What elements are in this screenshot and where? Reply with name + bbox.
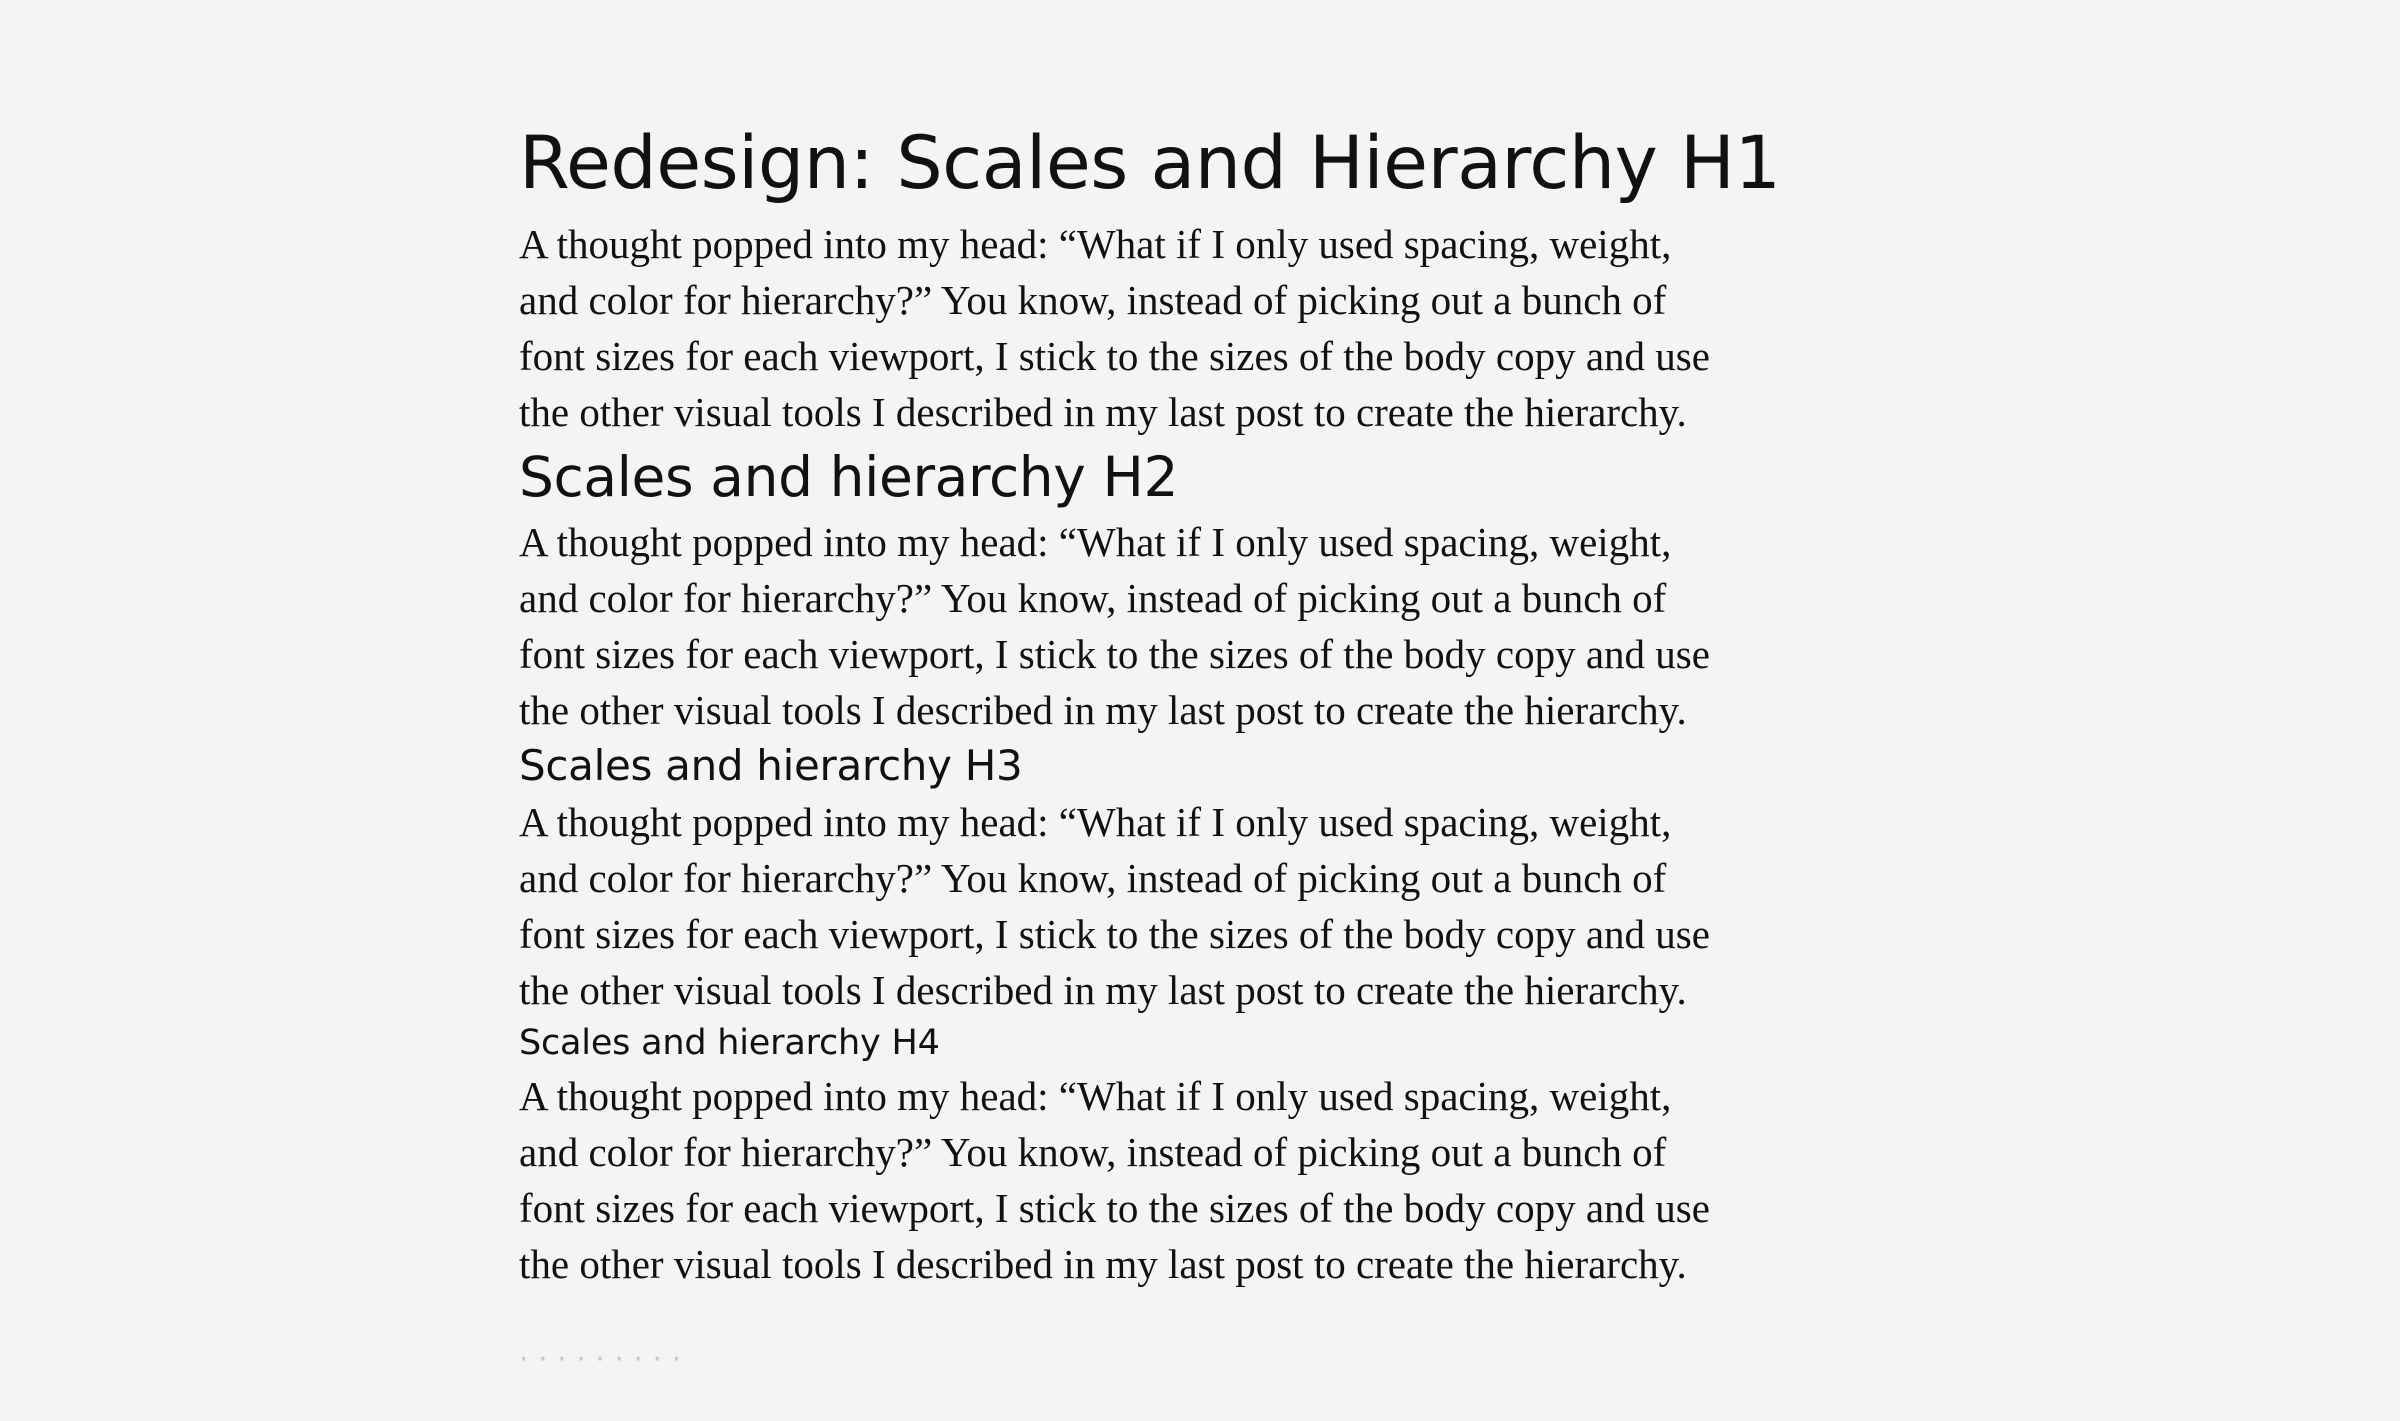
paragraph-line: A thought popped into my head: “What if I only used spacing, weight,	[519, 519, 1672, 565]
paragraph-line: and color for hierarchy?” You know, instead of picking out a bunch of	[519, 855, 1667, 901]
paragraph-line: the other visual tools I described in my last post to create the hierarchy.	[519, 967, 1687, 1013]
paragraph-line: the other visual tools I described in my last post to create the hierarchy.	[519, 687, 1687, 733]
paragraph-line: A thought popped into my head: “What if I only used spacing, weight,	[519, 221, 1672, 267]
heading-h2: Scales and hierarchy H2	[519, 445, 1179, 509]
heading-h3: Scales and hierarchy H3	[519, 741, 1023, 790]
paragraph-line: font sizes for each viewport, I stick to the sizes of the body copy and use	[519, 1185, 1710, 1231]
paragraph-line: and color for hierarchy?” You know, instead of picking out a bunch of	[519, 575, 1667, 621]
cut-off-text: · · · · · · · · ·	[519, 1342, 682, 1364]
paragraph-line: font sizes for each viewport, I stick to the sizes of the body copy and use	[519, 631, 1710, 677]
article	[519, 112, 1839, 1292]
paragraph-line: A thought popped into my head: “What if I only used spacing, weight,	[519, 799, 1672, 845]
paragraph-line: the other visual tools I described in my last post to create the hierarchy.	[519, 389, 1687, 435]
paragraph-3	[519, 794, 1839, 1018]
paragraph-4	[519, 1068, 1839, 1292]
heading-h4: Scales and hierarchy H4	[519, 1023, 940, 1063]
paragraph-line: and color for hierarchy?” You know, instead of picking out a bunch of	[519, 1129, 1667, 1175]
paragraph-1	[519, 216, 1839, 440]
paragraph-2	[519, 514, 1839, 738]
paragraph-line: A thought popped into my head: “What if I only used spacing, weight,	[519, 1073, 1672, 1119]
heading-h1: Redesign: Scales and Hierarchy H1	[519, 121, 1781, 206]
paragraph-line: font sizes for each viewport, I stick to the sizes of the body copy and use	[519, 333, 1710, 379]
paragraph-line: and color for hierarchy?” You know, instead of picking out a bunch of	[519, 277, 1667, 323]
paragraph-line: the other visual tools I described in my last post to create the hierarchy.	[519, 1241, 1687, 1287]
paragraph-line: font sizes for each viewport, I stick to the sizes of the body copy and use	[519, 911, 1710, 957]
